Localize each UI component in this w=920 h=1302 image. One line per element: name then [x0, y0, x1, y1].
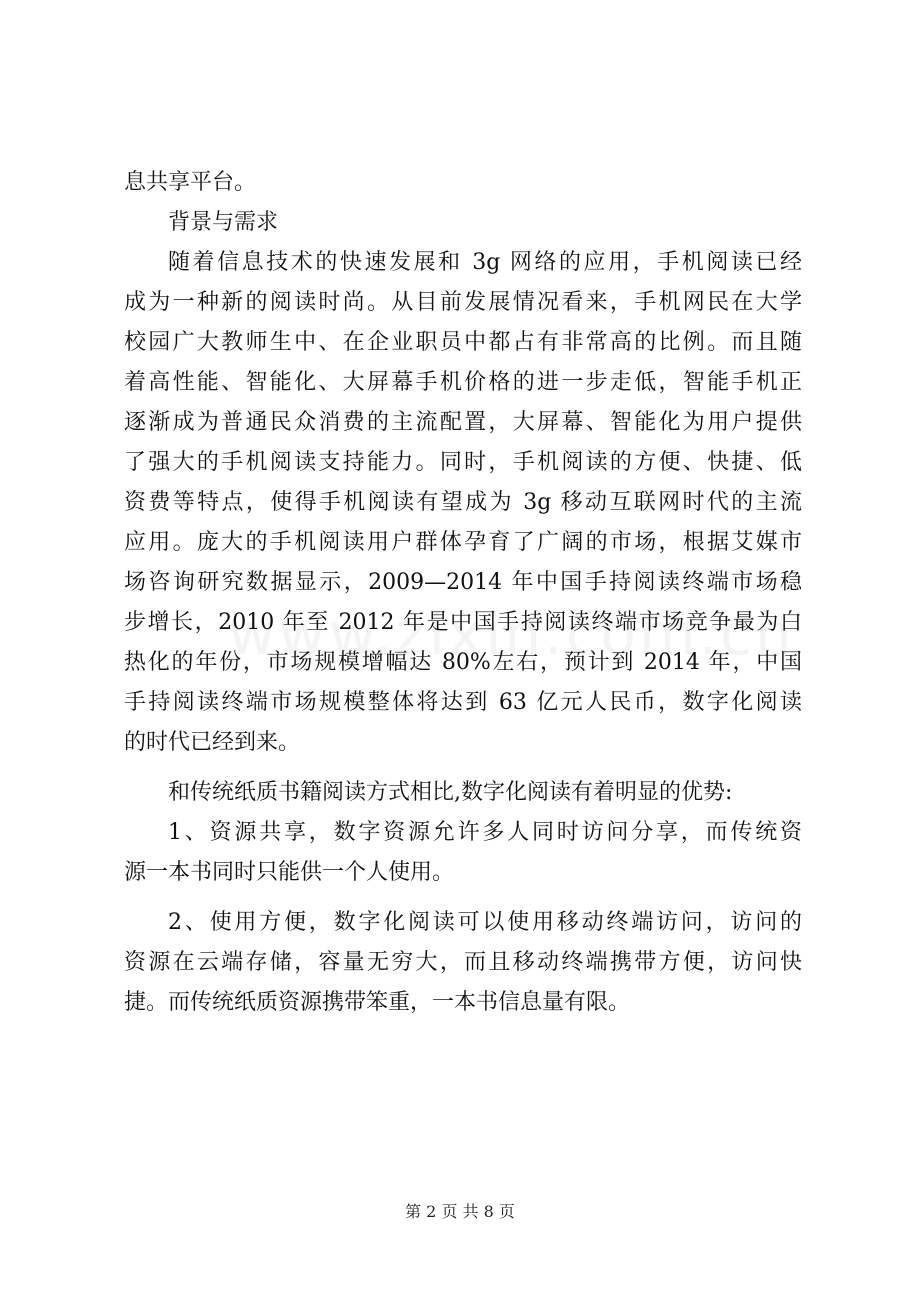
text-line: 场咨询研究数据显示，2009—2014 年中国手持阅读终端市场稳	[124, 570, 802, 595]
text-line: 应用。庞大的手机阅读用户群体孕育了广阔的市场，根据艾媒市	[124, 530, 802, 555]
text-line: 校园广大教师生中、在企业职员中都占有非常高的比例。而且随	[124, 330, 802, 355]
page-footer: 第 2 页 共 8 页	[405, 1202, 515, 1221]
list-item-text: 捷。而传统纸质资源携带笨重，一本书信息量有限。	[124, 990, 631, 1015]
text-line: 了强大的手机阅读支持能力。同时，手机阅读的方便、快捷、低	[124, 450, 802, 475]
list-item-text: 2、使用方便，数字化阅读可以使用移动终端访问，访问的	[168, 910, 802, 935]
text-line: 的时代已经到来。	[124, 730, 301, 755]
text-line: 资费等特点，使得手机阅读有望成为 3g 移动互联网时代的主流	[124, 490, 802, 515]
text-line: 逐渐成为普通民众消费的主流配置，大屏幕、智能化为用户提供	[124, 410, 802, 435]
list-item-text: 资源在云端存储，容量无穷大，而且移动终端携带方便，访问快	[124, 950, 802, 975]
watermark	[228, 600, 795, 668]
text-line: 手持阅读终端市场规模整体将达到 63 亿元人民币，数字化阅读	[124, 690, 802, 715]
list-item-text: 源一本书同时只能供一个人使用。	[124, 860, 455, 885]
document-body	[124, 163, 802, 1023]
text-line: 着高性能、智能化、大屏幕手机价格的进一步走低，智能手机正	[124, 370, 802, 395]
list-item-text: 1、资源共享，数字资源允许多人同时访问分享，而传统资	[168, 820, 802, 845]
text-line: 成为一种新的阅读时尚。从目前发展情况看来，手机网民在大学	[124, 290, 802, 315]
text-line: 热化的年份，市场规模增幅达 80%左右，预计到 2014 年，中国	[124, 650, 802, 675]
text-line: 随着信息技术的快速发展和 3g 网络的应用，手机阅读已经	[168, 250, 802, 275]
section-heading: 背景与需求	[168, 210, 279, 235]
text-line: 步增长，2010 年至 2012 年是中国手持阅读终端市场竞争最为白	[124, 610, 802, 635]
text-line: 息共享平台。	[124, 170, 257, 195]
text-line: 和传统纸质书籍阅读方式相比,数字化阅读有着明显的优势:	[168, 780, 733, 805]
